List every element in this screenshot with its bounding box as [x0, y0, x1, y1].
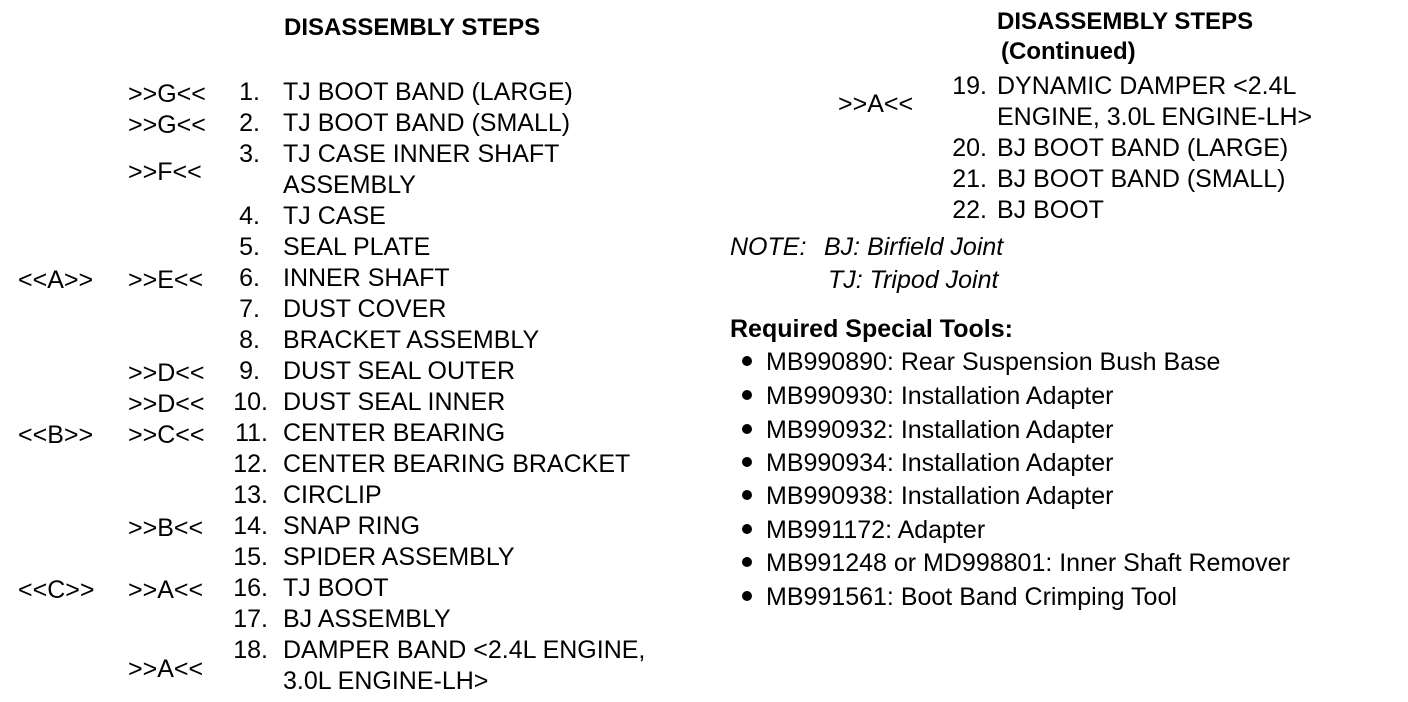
step-6-code: >>E<< — [128, 266, 204, 294]
note-line-2: TJ: Tripod Joint — [828, 266, 999, 294]
step-11-text: CENTER BEARING — [283, 419, 506, 447]
tool-item — [742, 449, 1113, 478]
step-4-number: 4. — [239, 202, 260, 230]
step-6-number: 6. — [239, 264, 260, 292]
step-20-text: BJ BOOT BAND (LARGE) — [997, 134, 1289, 162]
step-3-text-line2: ASSEMBLY — [283, 171, 416, 199]
step-10-text: DUST SEAL INNER — [283, 388, 506, 416]
step-19-number: 19. — [952, 72, 987, 100]
step-12-number: 12. — [233, 450, 268, 478]
step-8-text: BRACKET ASSEMBLY — [283, 326, 540, 354]
step-14-text: SNAP RING — [283, 512, 421, 540]
step-2-text: TJ BOOT BAND (SMALL) — [283, 109, 571, 137]
step-19-code: >>A<< — [838, 90, 914, 118]
tool-item — [742, 348, 1220, 377]
step-5-number: 5. — [239, 233, 260, 261]
note-label: NOTE: — [730, 233, 807, 261]
tools-title: Required Special Tools: — [730, 315, 1013, 343]
step-14-code: >>B<< — [128, 514, 204, 542]
step-19-text: DYNAMIC DAMPER <2.4L — [997, 72, 1297, 100]
bullet-icon — [742, 424, 752, 434]
bullet-icon — [742, 390, 752, 400]
step-1-code: >>G<< — [128, 80, 206, 108]
step-12-text: CENTER BEARING BRACKET — [283, 450, 631, 478]
step-13-number: 13. — [233, 481, 268, 509]
step-22-text: BJ BOOT — [997, 196, 1104, 224]
step-7-number: 7. — [239, 295, 260, 323]
step-17-text: BJ ASSEMBLY — [283, 605, 451, 633]
tool-text: MB991561: Boot Band Crimping Tool — [766, 583, 1177, 611]
step-20-number: 20. — [952, 134, 987, 162]
step-3-code: >>F<< — [128, 158, 202, 186]
step-1-text: TJ BOOT BAND (LARGE) — [283, 78, 573, 106]
tool-text: MB990930: Installation Adapter — [766, 382, 1114, 410]
step-9-code: >>D<< — [128, 359, 205, 387]
step-15-number: 15. — [233, 543, 268, 571]
step-19-text-line2: ENGINE, 3.0L ENGINE-LH> — [997, 103, 1313, 131]
step-16-code-left: <<C>> — [18, 576, 95, 604]
step-5-text: SEAL PLATE — [283, 233, 431, 261]
step-18-code: >>A<< — [128, 655, 204, 683]
step-4-text: TJ CASE — [283, 202, 386, 230]
step-16-code: >>A<< — [128, 576, 204, 604]
bullet-icon — [742, 557, 752, 567]
step-18-text: DAMPER BAND <2.4L ENGINE, — [283, 636, 646, 664]
step-16-text: TJ BOOT — [283, 574, 389, 602]
tool-text: MB991248 or MD998801: Inner Shaft Remover — [766, 549, 1290, 577]
tool-item — [742, 416, 1113, 445]
step-16-number: 16. — [233, 574, 268, 602]
step-1-number: 1. — [239, 78, 260, 106]
right-subtitle: (Continued) — [1001, 38, 1136, 65]
step-9-number: 9. — [239, 357, 260, 385]
tool-text: MB991172: Adapter — [766, 516, 986, 544]
tool-item — [742, 583, 1177, 612]
tool-item — [742, 516, 985, 545]
right-title: DISASSEMBLY STEPS — [997, 8, 1254, 35]
step-3-text: TJ CASE INNER SHAFT — [283, 140, 560, 168]
step-3-number: 3. — [239, 140, 260, 168]
note-line-1: BJ: Birfield Joint — [824, 233, 1004, 261]
step-8-number: 8. — [239, 326, 260, 354]
tool-text: MB990890: Rear Suspension Bush Base — [766, 348, 1221, 376]
left-title: DISASSEMBLY STEPS — [284, 14, 541, 41]
tool-item — [742, 549, 1290, 578]
step-18-text-line2: 3.0L ENGINE-LH> — [283, 667, 489, 695]
step-2-number: 2. — [239, 109, 260, 137]
step-10-code: >>D<< — [128, 390, 205, 418]
step-10-number: 10. — [233, 388, 268, 416]
step-6-code-left: <<A>> — [18, 266, 94, 294]
step-7-text: DUST COVER — [283, 295, 447, 323]
bullet-icon — [742, 591, 752, 601]
step-15-text: SPIDER ASSEMBLY — [283, 543, 515, 571]
step-11-code: >>C<< — [128, 421, 205, 449]
step-17-number: 17. — [233, 605, 268, 633]
step-11-number: 11. — [235, 419, 268, 447]
step-21-number: 21. — [952, 165, 987, 193]
bullet-icon — [742, 356, 752, 366]
tool-text: MB990934: Installation Adapter — [766, 449, 1114, 477]
step-6-text: INNER SHAFT — [283, 264, 450, 292]
tool-item — [742, 382, 1113, 411]
step-13-text: CIRCLIP — [283, 481, 382, 509]
bullet-icon — [742, 524, 752, 534]
bullet-icon — [742, 490, 752, 500]
step-9-text: DUST SEAL OUTER — [283, 357, 515, 385]
step-14-number: 14. — [233, 512, 268, 540]
step-2-code: >>G<< — [128, 111, 206, 139]
tool-item — [742, 482, 1113, 511]
step-11-code-left: <<B>> — [18, 421, 94, 449]
bullet-icon — [742, 457, 752, 467]
step-22-number: 22. — [952, 196, 987, 224]
step-18-number: 18. — [233, 636, 268, 664]
step-21-text: BJ BOOT BAND (SMALL) — [997, 165, 1286, 193]
tool-text: MB990932: Installation Adapter — [766, 416, 1114, 444]
tool-text: MB990938: Installation Adapter — [766, 482, 1114, 510]
